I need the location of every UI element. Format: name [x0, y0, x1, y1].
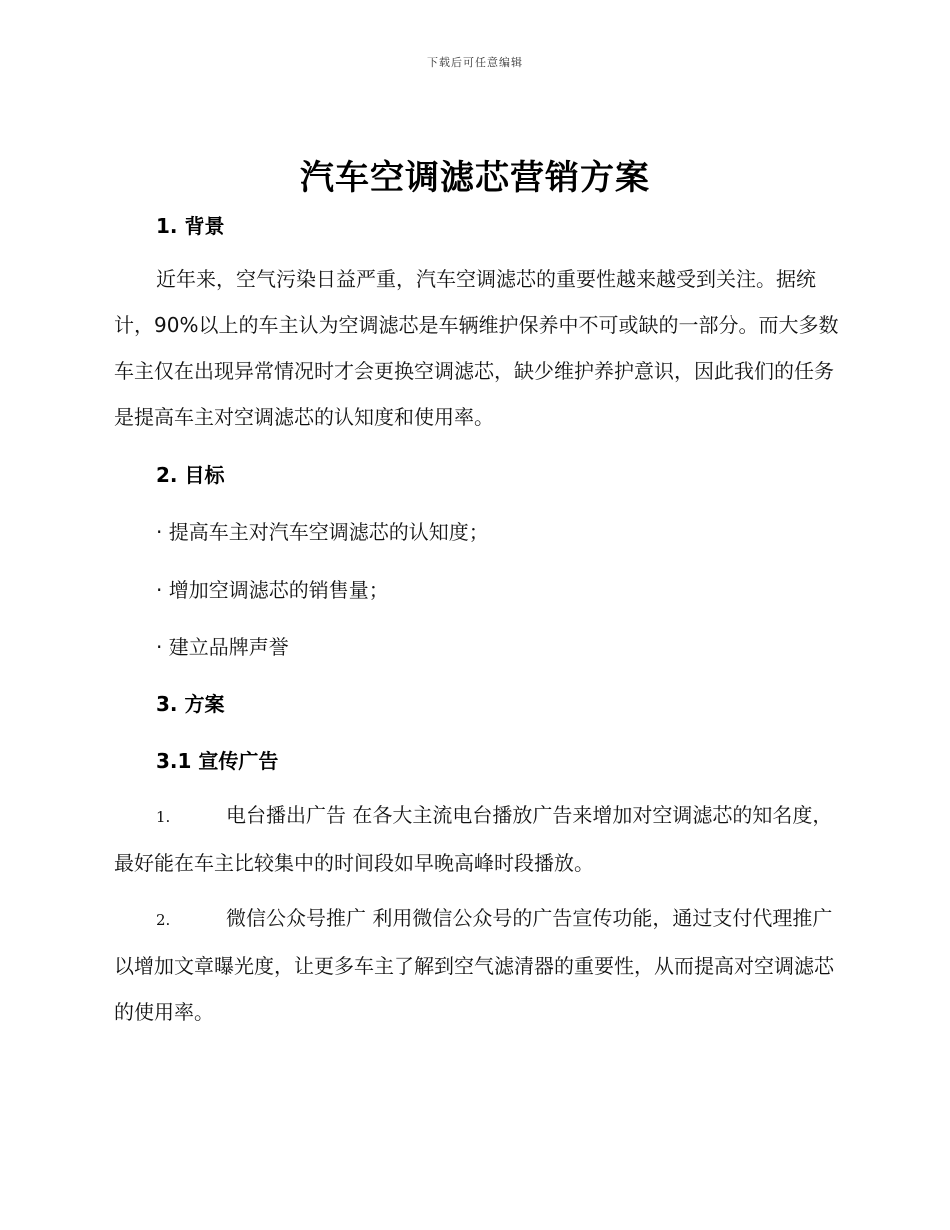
- plan-item-number: 1.: [156, 808, 171, 826]
- subsection-heading-advertising: 3.1 宣传广告: [156, 749, 279, 773]
- goal-item: · 提高车主对汽车空调滤芯的认知度；: [156, 520, 489, 544]
- plan-item-radio: [114, 792, 844, 886]
- section-heading-plan: 3. 方案: [156, 692, 225, 716]
- section-heading-goals: 2. 目标: [156, 463, 225, 487]
- goal-item: · 增加空调滤芯的销售量；: [156, 578, 389, 602]
- background-paragraph-text: 近年来，空气污染日益严重，汽车空调滤芯的重要性越来越受到关注。据统计，90%以上的车主认为空调滤芯是车辆维护保养中不可或缺的一部分。而大多数车主仅在出现异常情况时才会更换空调滤芯，缺少维护养护意识，因此我们的任务是提高车主对空调滤芯的认知度和使用率。: [114, 267, 839, 429]
- section-heading-background: 1. 背景: [156, 214, 225, 238]
- plan-item-wechat: [114, 895, 844, 1035]
- plan-item-text: 微信公众号推广 利用微信公众号的广告宣传功能，通过支付代理推广以增加文章曝光度，让更多车主了解到空气滤清器的重要性，从而提高对空调滤芯的使用率。: [114, 906, 834, 1024]
- plan-item-number: 2.: [156, 911, 171, 929]
- page-header-note: 下载后可任意编辑: [427, 56, 523, 69]
- goal-item: · 建立品牌声誉: [156, 635, 289, 659]
- plan-item-text: 电台播出广告 在各大主流电台播放广告来增加对空调滤芯的知名度，最好能在车主比较集中的时间段如早晚高峰时段播放。: [114, 803, 833, 875]
- background-paragraph: [114, 256, 844, 440]
- document-title: 汽车空调滤芯营销方案: [300, 158, 650, 198]
